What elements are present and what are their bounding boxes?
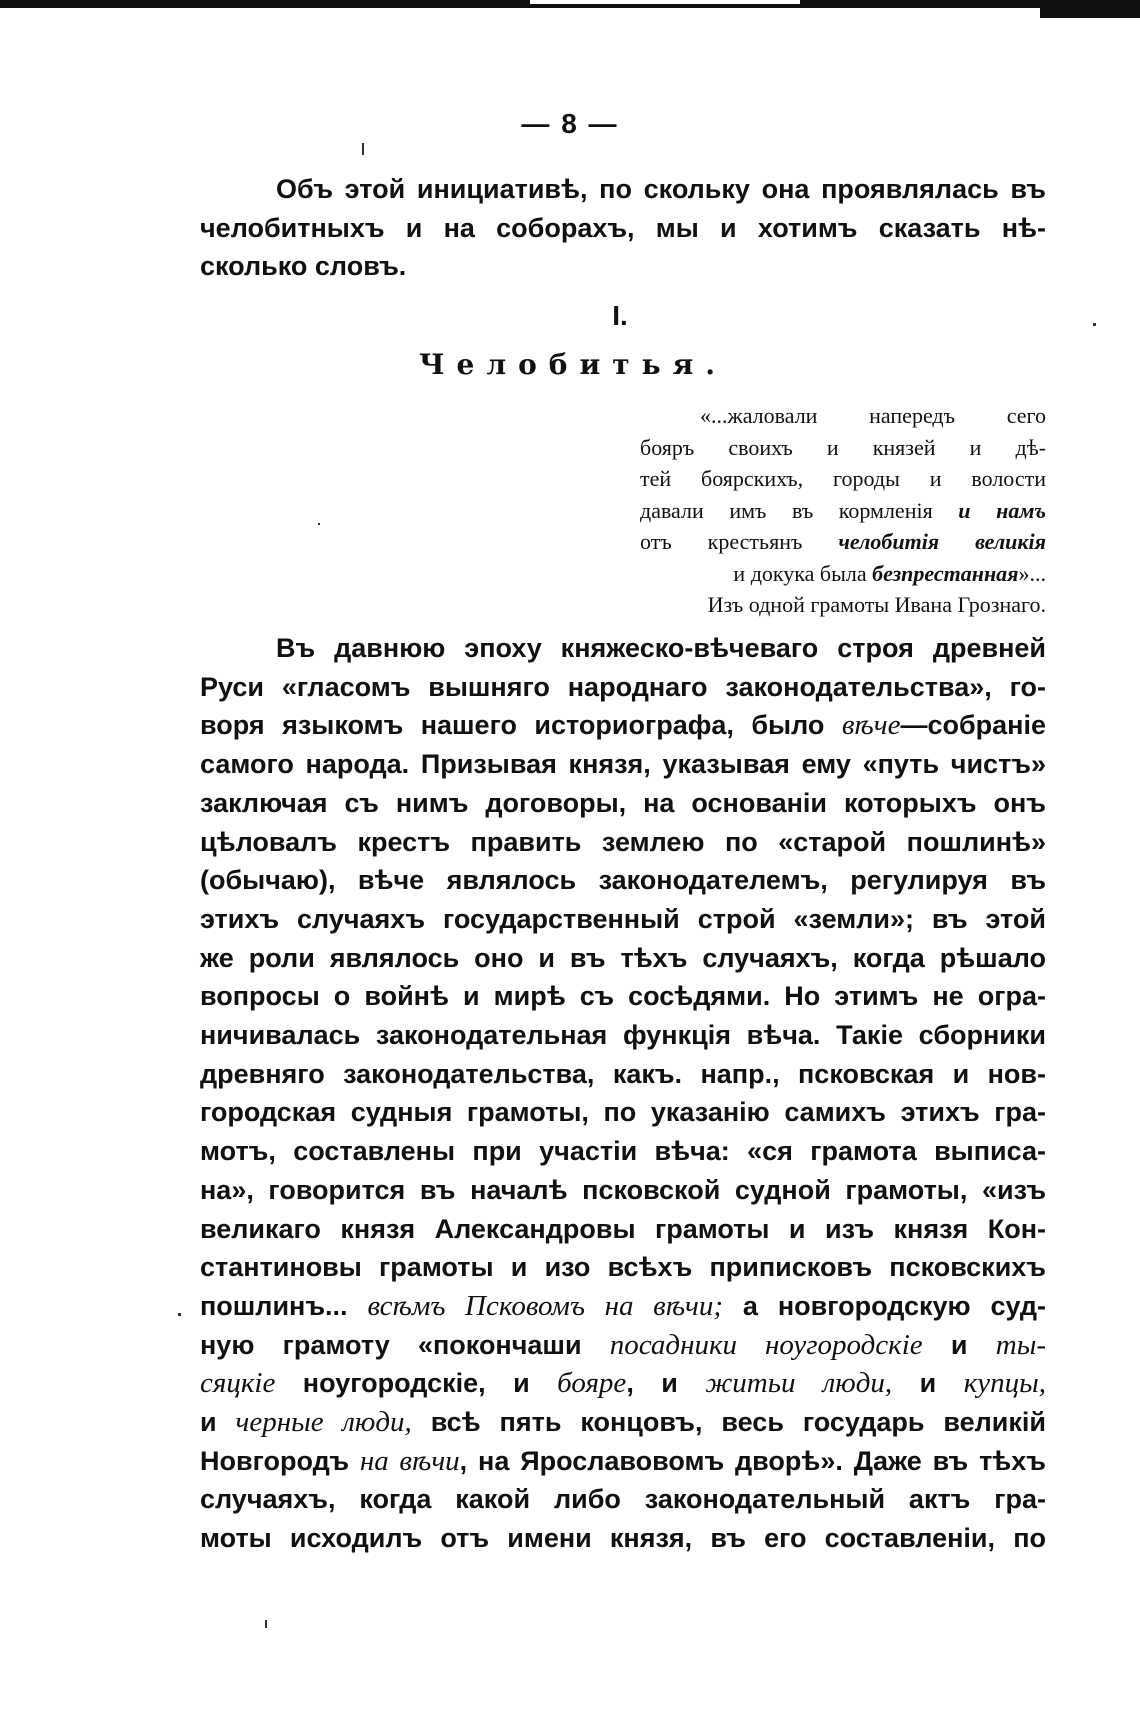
epigraph-italic-2: челобитія великія <box>838 529 1046 554</box>
body-line-1: Въ давнюю эпоху княжеско-вѣчеваго строя древней <box>276 633 1046 663</box>
top-border-gap <box>530 0 800 4</box>
epigraph-italic-1: и намъ <box>958 497 1046 523</box>
body-line-16: великаго князя Александровы грамоты и изъ князя Кон- <box>200 1213 1046 1244</box>
body-line-24: моты исходилъ отъ имени князя, въ его составленіи, по <box>200 1523 1046 1554</box>
epigraph-line-6 <box>640 558 1046 590</box>
body-line-19-italic-2: ты- <box>995 1328 1047 1361</box>
intro-line-1: Объ этой инициативѣ, по скольку она проявлялась въ <box>276 174 1046 204</box>
section-numeral: I. <box>612 300 628 331</box>
body-line-19-a: ную грамоту «покончаши <box>200 1329 610 1360</box>
epigraph-source: Изъ одной грамоты Ивана Грознаго. <box>707 592 1046 617</box>
epigraph-line-4-text: давали имъ въ кормленія <box>640 497 959 523</box>
body-line-22-italic: на вѣчи <box>359 1444 460 1477</box>
body-line-23: случаяхъ, когда какой либо законодательный актъ гра- <box>200 1484 1046 1515</box>
body-line-3-italic: вѣче <box>841 709 901 742</box>
main-paragraph <box>200 629 1046 1558</box>
body-line-12: древняго законодательства, какъ. напр., псковская и нов- <box>200 1058 1046 1089</box>
body-line-3-a: воря языкомъ нашего историографа, было <box>200 710 842 741</box>
body-line-4: самого народа. Призывая князя, указывая ему «путь чистъ» <box>200 749 1046 780</box>
body-line-18-a: пошлинъ... <box>200 1290 368 1321</box>
body-line-13: городская судныя грамоты, по указанію самихъ этихъ гра- <box>200 1097 1046 1128</box>
epigraph-line-2: бояръ своихъ и князей и дѣ- <box>640 434 1046 460</box>
intro-paragraph <box>200 170 1046 286</box>
body-line-17: стантиновы грамоты и изо всѣхъ приписковъ псковскихъ <box>200 1252 1046 1283</box>
epigraph-line-5 <box>640 526 1046 558</box>
scan-speck <box>318 523 320 525</box>
body-line-8: этихъ случаяхъ государственный строй «земли»; въ этой <box>200 903 1046 934</box>
body-line-22-b: , на Ярославовомъ дворѣ». Даже въ тѣхъ <box>459 1445 1046 1476</box>
page-number: — 8 — <box>521 108 619 139</box>
epigraph-line-5-text: отъ крестьянъ <box>640 529 839 554</box>
epigraph-line-4 <box>640 495 1046 527</box>
intro-line-2: челобитныхъ и на соборахъ, мы и хотимъ сказать нѣ- <box>200 212 1046 243</box>
body-line-20-italic-1: сяцкіе <box>200 1367 276 1400</box>
body-line-15: на», говорится въ началѣ псковской судной грамоты, «изъ <box>200 1174 1046 1205</box>
epigraph-line-3: тей боярскихъ, городы и волости <box>640 466 1046 491</box>
body-line-20-italic-3: житьи люди, <box>705 1367 893 1400</box>
body-line-20-italic-2: бояре <box>557 1367 627 1400</box>
body-line-3-b: —собраніе <box>900 710 1046 741</box>
body-line-2: Руси «гласомъ вышняго народнаго законодательства», го- <box>200 671 1046 702</box>
section-heading: Челобитья. <box>418 348 728 381</box>
body-line-21-italic: черные люди, <box>235 1406 412 1439</box>
epigraph-line-6-text: и докука была <box>733 560 873 586</box>
epigraph-line-1: «...жаловали напередъ сего <box>700 403 1046 428</box>
body-line-11: ничивалась законодательная функція вѣча. Такіе сборники <box>200 1020 1046 1051</box>
body-line-20-a: ноугородскіе, и <box>275 1368 558 1399</box>
body-line-7: (обычаю), вѣче являлось законодателемъ, регулируя въ <box>200 865 1046 896</box>
scan-speck <box>1093 323 1096 326</box>
body-line-18 <box>200 1287 1046 1326</box>
body-line-19 <box>200 1326 1046 1365</box>
body-line-20-c: и <box>892 1368 964 1399</box>
body-line-21-a: и <box>200 1407 236 1438</box>
body-line-6: цѣловалъ крестъ править землею по «старой пошлинѣ» <box>200 826 1046 857</box>
body-line-20-italic-4: купцы, <box>963 1367 1047 1400</box>
body-line-21-b: всѣ пять концовъ, весь государь великій <box>411 1407 1046 1438</box>
body-line-19-b: и <box>922 1329 996 1360</box>
body-line-20 <box>200 1364 1046 1403</box>
body-line-21 <box>200 1403 1046 1442</box>
body-line-18-italic: всѣмъ Псковомъ на вѣчи; <box>367 1289 724 1322</box>
body-line-22 <box>200 1442 1046 1481</box>
body-line-3 <box>200 706 1046 745</box>
scan-speck <box>178 1313 181 1316</box>
epigraph <box>640 400 1046 621</box>
epigraph-italic-3: безпрестанная <box>872 560 1019 586</box>
body-line-10: вопросы о войнѣ и мирѣ съ сосѣдями. Но этимъ не огра- <box>200 981 1046 1012</box>
body-line-19-italic-1: посадники ноугородскіе <box>609 1328 923 1361</box>
body-line-18-b: а новгородскую суд- <box>723 1290 1046 1321</box>
epigraph-line-6-tail: »... <box>1018 560 1046 586</box>
scan-speck <box>362 143 364 155</box>
body-line-14: мотъ, составлены при участіи вѣча: «ся грамота выписа- <box>200 1136 1046 1167</box>
intro-line-3: сколько словъ. <box>200 251 407 281</box>
scan-speck <box>265 1620 267 1628</box>
body-line-5: заключая съ нимъ договоры, на основаніи которыхъ онъ <box>200 787 1046 818</box>
body-line-9: же роли являлось оно и въ тѣхъ случаяхъ, когда рѣшало <box>200 942 1046 973</box>
body-line-22-a: Новгородъ <box>200 1445 360 1476</box>
body-line-20-b: , и <box>626 1368 706 1399</box>
top-right-border <box>1040 0 1140 18</box>
